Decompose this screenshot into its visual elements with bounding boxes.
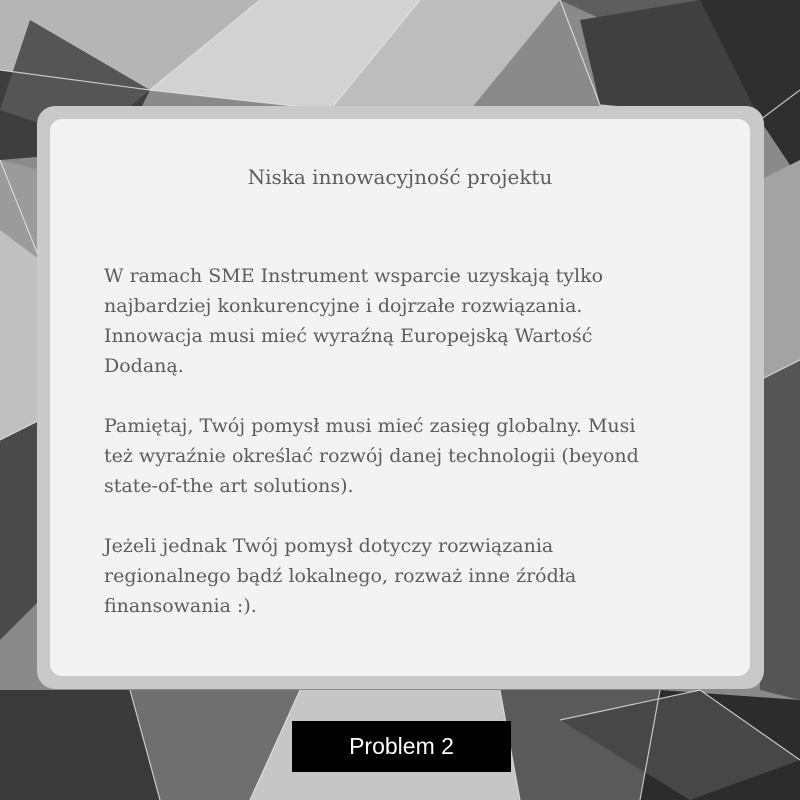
paragraph-2: Pamiętaj, Twój pomysł musi mieć zasięg globalny. Musi też wyraźnie określać rozwój danej technologii (beyond state-of-the art solutions). — [104, 415, 639, 497]
card-title: Niska innowacyjność projektu — [247, 165, 553, 189]
paragraph-1: W ramach SME Instrument wsparcie uzyskają tylko najbardziej konkurencyjne i dojrzałe rozwiązania. Innowacja musi mieć wyraźną Europejską Wartość Dodaną. — [104, 265, 604, 377]
paragraph-3: Jeżeli jednak Twój pomysł dotyczy rozwiązania regionalnego bądź lokalnego, rozważ inne źródła finansowania :). — [104, 535, 577, 617]
problem-label: Problem 2 — [292, 721, 511, 772]
card-body — [104, 261, 724, 651]
